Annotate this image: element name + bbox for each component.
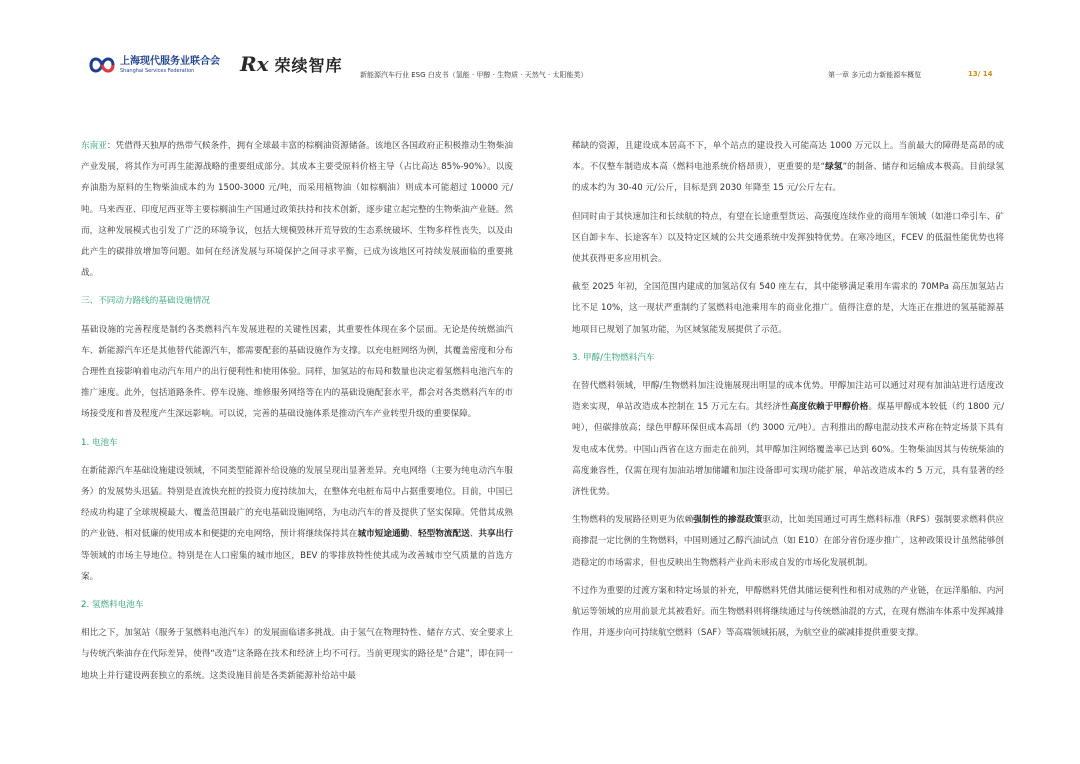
paragraph-biofuel-policy: 生物燃料的发展路径则更为依赖强制性的掺混政策驱动，比如美国通过可再生燃料标准（RFS）强制要求燃料供应商掺混一定比例的生物燃料，中国则通过乙醇汽油试点（如 E10）在部分省份逐步推广，这种政策设计虽然能够创造稳定的市场需求，但也反映出生物燃料产业尚未形成自发的市场化发展机制。 [572,515,1004,568]
org-name-en: Shanghai Services Federation [120,67,195,74]
brand-name: 荣续智库 [274,55,343,75]
subheading-methanol: 3. 甲醇/生物燃料汽车 [572,352,655,363]
paragraph-infrastructure: 基础设施的完善程度是制约各类燃料汽车发展进程的关键性因素，其重要性体现在多个层面。无论是传统燃油汽车、新能源汽车还是其他替代能源汽车，都需要配套的基础设施作为支撑。以充电桩网络为例，其覆盖密度和分布合理性直接影响着电动汽车用户的出行便利性和使用体验。同样，加氢站的布局和数量也决定着氢燃料电池汽车的推广速度。此外，包括道路条件、停车设施、维修服务网络等在内的基础设施配套水平，都会对各类燃料汽车的市场接受度和普及程度产生深远影响。可以说，完善的基础设施体系是推动汽车产业转型升级的重要保障。 [81,324,513,420]
right-column [572,136,1004,644]
paragraph-hydrogen-cost: 稀缺的资源，且建设成本居高不下，单个站点的建设投入可能高达 1000 万元以上。当前最大的障碍是高昂的成本。不仅整车制造成本高（燃料电池系统价格昂贵），更重要的是“绿氢”的制备、储存和运输成本极高。目前绿氢的成本约为 30-40 元/公斤，目标是到 2030 年降至 15 元/公斤左右。 [572,141,1004,194]
subheading-hydrogen: 2. 氢燃料电池车 [81,600,144,611]
section-heading: 三、不同动力路线的基础设施情况 [81,296,210,307]
region-label: 东南亚 [81,141,107,151]
org-name-cn: 上海现代服务业联合会 [120,55,220,67]
brand-logo [240,52,343,76]
subheading-battery: 1. 电池车 [81,437,118,448]
paragraph-southeast-asia: 东南亚：凭借得天独厚的热带气候条件，拥有全球最丰富的棕榈油资源储备。该地区各国政府正积极推动生物柴油产业发展，将其作为可再生能源战略的重要组成部分。其成本主要受原料价格主导（占比高达 85%-90%）。以废弃油脂为原料的生物柴油成本约为 1500-3000 元/吨，而采用植物油（如棕榈油）则成本可能超过 10000 元/吨。马来西亚、印度尼西亚等主要棕榈油生产国通过政策扶持和技术创新，逐步建立起完整的生物柴油产业链。然而，这种发展模式也引发了广泛的环境争议，包括大规模毁林开荒导致的生态系统破坏、生物多样性丧失，以及由此产生的碳排放增加等问题。如何在经济发展与环境保护之间寻求平衡，已成为该地区可持续发展面临的重要挑战。 [81,141,513,279]
paragraph-methanol: 在替代燃料领域，甲醇/生物燃料加注设施展现出明显的成本优势。甲醇加注站可以通过对现有加油站进行适度改造来实现，单站改造成本控制在 15 万元左右。其经济性高度依赖于甲醇价格。煤基甲醇成本较低（约 1800 元/吨），但碳排放高；绿色甲醇环保但成本高昂（约 3000 元/吨）。吉利推出的醇电混动技术声称在特定场景下具有发电成本优势。中国山西省在这方面走在前列，其甲醇加注网络覆盖率已达到 60%。生物柴油因其与传统柴油的高度兼容性，仅需在现有加油站增加储罐和加注设备即可实现功能扩展，单站改造成本约 5 万元，具有显著的经济性优势。 [572,381,1004,498]
chapter-title: 第一章 多元动力新能源车概览 [828,71,922,79]
paragraph-battery: 在新能源汽车基础设施建设领域，不同类型能源补给设施的发展呈现出显著差异。充电网络（主要为纯电动汽车服务）的发展势头迅猛。特别是直流快充桩的投资力度持续加大，在整体充电桩布局中占据重要地位。目前，中国已经成功构建了全球规模最大、覆盖范围最广的充电基础设施网络，为电动汽车的普及提供了坚实保障。凭借其成熟的产业链、相对低廉的使用成本和便捷的充电网络，预计将继续保持其在城市短途通勤、轻型物流配送、共享出行等领域的市场主导地位。特别是在人口密集的城市地区，BEV 的零排放特性使其成为改善城市空气质量的首选方案。 [81,465,513,582]
page-number: 13/ 14 [968,70,993,78]
paragraph-hydrogen-stations: 截至 2025 年初，全国范围内建成的加氢站仅有 540 座左右，其中能够满足乘用车需求的 70MPa 高压加氢站占比不足 10%，这一现状严重制约了氢燃料电池乘用车的商业化推广。值得注意的是，大连正在推进的氢基能源基地项目已规划了加氢功能，为区域氢能发展提供了示范。 [572,282,1004,335]
paragraph-hydrogen: 相比之下，加氢站（服务于氢燃料电池汽车）的发展面临诸多挑战。由于氢气在物理特性、储存方式、安全要求上与传统汽柴油存在代际差异，使得“改造”这条路在技术和经济上均不可行。当前更现实的路径是“合建”，即在同一地块上并行建设两套独立的系统。这类设施目前是各类新能源补给站中最 [81,628,513,681]
federation-logo [88,54,220,76]
document-title: 新能源汽车行业 ESG 白皮书（氢能 · 甲醇 · 生物质 · 天然气 · 太阳能类） [360,71,588,79]
page-header [88,50,1000,86]
federation-emblem-icon [88,54,116,76]
left-column [81,136,513,687]
brand-mark: Rx [240,52,269,76]
paragraph-transition: 不过作为重要的过渡方案和特定场景的补充，甲醇燃料凭借其储运便利性和相对成熟的产业链，在远洋船舶、内河航运等领域的应用前景尤其被看好。而生物燃料则将继续通过与传统燃油混的方式，在现有燃油车体系中发挥减排作用，并逐步向可持续航空燃料（SAF）等高端领域拓展，为航空业的碳减排提供重要支撑。 [572,585,1004,639]
paragraph-hydrogen-advantage: 但同时由于其快速加注和长续航的特点，有望在长途重型货运、高强度连续作业的商用车领域（如港口牵引车、矿区自卸卡车、长途客车）以及特定区域的公共交通系统中发挥独特优势。在寒冷地区，FCEV 的低温性能优势也将使其获得更多应用机会。 [572,211,1004,265]
